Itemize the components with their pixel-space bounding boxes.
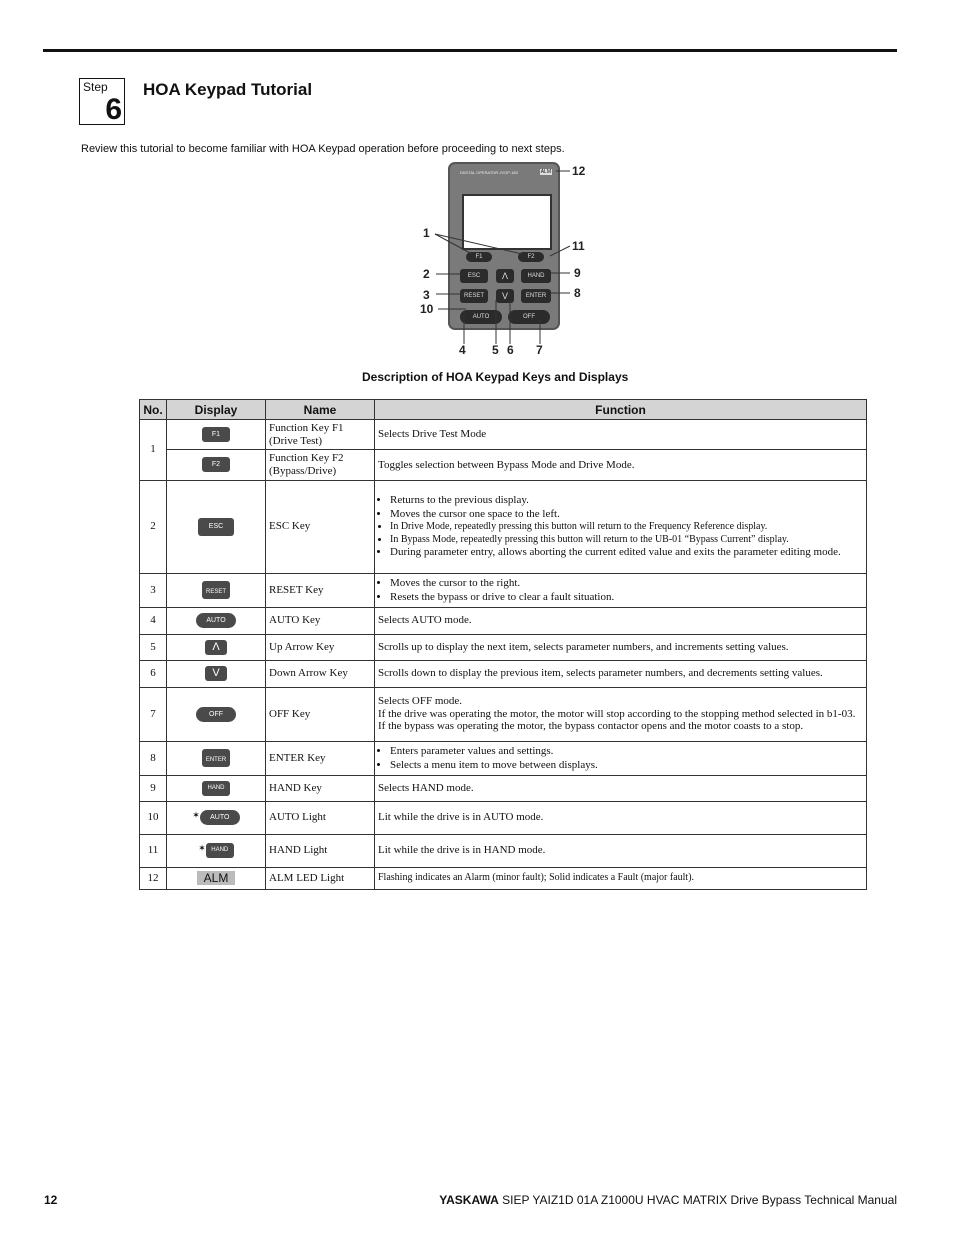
table-row — [140, 573, 867, 607]
table-row — [140, 801, 867, 834]
callout-1: 1 — [423, 226, 430, 240]
row-function: Scrolls down to display the previous item, selects parameter numbers, and decrements setting values. — [375, 660, 867, 687]
row-name: Down Arrow Key — [266, 660, 375, 687]
name-line: (Bypass/Drive) — [269, 464, 337, 477]
callout-2: 2 — [423, 267, 430, 281]
table-row — [140, 607, 867, 634]
page-title: HOA Keypad Tutorial — [143, 80, 313, 99]
row-name: Up Arrow Key — [266, 634, 375, 660]
row-function — [375, 687, 867, 741]
row-no: 7 — [140, 687, 167, 741]
row-name: AUTO Light — [266, 801, 375, 834]
row-display — [167, 834, 266, 867]
keys-table — [139, 399, 867, 890]
callout-12: 12 — [572, 164, 586, 178]
off-key-icon: OFF — [196, 707, 236, 722]
footer-manual: SIEP YAIZ1D 01A Z1000U HVAC MATRIX Drive Bypass Technical Manual — [502, 1193, 897, 1207]
row-display — [167, 573, 266, 607]
step-number: 6 — [105, 93, 122, 126]
function-bullet: • Returns to the previous display. — [390, 494, 863, 507]
f2-key-icon: F2 — [202, 457, 230, 472]
row-display — [167, 801, 266, 834]
row-no: 9 — [140, 775, 167, 801]
down-arrow-icon: V — [205, 666, 227, 681]
callout-4: 4 — [459, 343, 466, 357]
function-line: Selects OFF mode. — [378, 695, 463, 708]
function-bullet: • In Drive Mode, repeatedly pressing this button will return to the Frequency Reference display. — [390, 521, 863, 533]
row-name: ENTER Key — [266, 741, 375, 775]
callout-10: 10 — [420, 302, 434, 316]
row-no: 5 — [140, 634, 167, 660]
function-line: If the bypass was operating the motor, the bypass contactor opens and the motor coasts to a stop. — [378, 720, 804, 733]
row-display — [167, 660, 266, 687]
row-function: Toggles selection between Bypass Mode and Drive Mode. — [375, 450, 867, 480]
row-no: 3 — [140, 573, 167, 607]
row-display — [167, 867, 266, 889]
hand-light-icon: HAND — [206, 843, 234, 858]
header-no: No. — [140, 400, 167, 420]
hand-key-icon: HAND — [202, 781, 230, 796]
row-function — [375, 741, 867, 775]
row-no: 4 — [140, 607, 167, 634]
row-display — [167, 420, 266, 450]
keypad-hand-key: HAND — [521, 269, 551, 283]
callout-lines — [410, 160, 600, 360]
row-name: HAND Light — [266, 834, 375, 867]
step-box — [79, 78, 125, 125]
row-function — [375, 573, 867, 607]
table-row — [140, 687, 867, 741]
flash-icon: ✶ — [192, 810, 200, 821]
keypad-alm-tag: ALM — [540, 169, 551, 175]
row-name — [266, 450, 375, 480]
row-no: 2 — [140, 480, 167, 573]
keypad-esc-key: ESC — [460, 269, 488, 283]
function-bullet: • In Bypass Mode, repeatedly pressing this button will return to the UB-01 “Bypass Current” display. — [390, 534, 863, 546]
row-function: Lit while the drive is in HAND mode. — [375, 834, 867, 867]
row-function: Scrolls up to display the next item, selects parameter numbers, and increments setting values. — [375, 634, 867, 660]
row-display — [167, 607, 266, 634]
keypad-off-key: OFF — [508, 310, 550, 324]
flash-icon: ✶ — [198, 843, 206, 854]
row-function: Flashing indicates an Alarm (minor fault); Solid indicates a Fault (major fault). — [375, 867, 867, 889]
row-name — [266, 420, 375, 450]
table-caption: Description of HOA Keypad Keys and Displays — [362, 370, 629, 384]
intro-text: Review this tutorial to become familiar with HOA Keypad operation before proceeding to next steps. — [81, 143, 565, 155]
header-display: Display — [167, 400, 266, 420]
row-no: 11 — [140, 834, 167, 867]
callout-3: 3 — [423, 288, 430, 302]
up-arrow-icon: Λ — [205, 640, 227, 655]
row-name: HAND Key — [266, 775, 375, 801]
row-function: Lit while the drive is in AUTO mode. — [375, 801, 867, 834]
table-row — [140, 634, 867, 660]
function-bullet: • Enters parameter values and settings. — [390, 745, 863, 758]
callout-9: 9 — [574, 266, 581, 280]
keypad-figure — [410, 160, 600, 360]
name-line: Function Key F1 — [269, 422, 344, 434]
page-number: 12 — [44, 1193, 58, 1207]
row-no: 6 — [140, 660, 167, 687]
row-name: ESC Key — [266, 480, 375, 573]
callout-11: 11 — [572, 239, 585, 253]
function-line: If the drive was operating the motor, the motor will stop according to the stopping method selected in b1-03. — [378, 707, 856, 720]
f1-key-icon: F1 — [202, 427, 230, 442]
row-function — [375, 480, 867, 573]
esc-key-icon: ESC — [198, 518, 234, 536]
function-bullet: • Moves the cursor one space to the left. — [390, 508, 863, 521]
header-function: Function — [375, 400, 867, 420]
name-line: (Drive Test) — [269, 434, 323, 447]
row-display — [167, 775, 266, 801]
function-bullet: • During parameter entry, allows aborting the current edited value and exits the parameter editing mode. — [390, 546, 863, 559]
keypad-up-key: Λ — [496, 269, 514, 283]
table-row — [140, 480, 867, 573]
table-row — [140, 867, 867, 889]
function-bullet: • Moves the cursor to the right. — [390, 577, 863, 590]
keypad-down-key: V — [496, 289, 514, 303]
callout-7: 7 — [536, 343, 543, 357]
callout-6: 6 — [507, 343, 514, 357]
keypad-enter-key: ENTER — [521, 289, 551, 303]
step-label: Step — [83, 80, 108, 94]
enter-key-icon: ENTER — [202, 749, 230, 767]
callout-8: 8 — [574, 286, 581, 300]
row-name: OFF Key — [266, 687, 375, 741]
table-row — [140, 741, 867, 775]
row-no: 12 — [140, 867, 167, 889]
table-row — [140, 660, 867, 687]
keypad-f1-key: F1 — [466, 252, 492, 262]
reset-key-icon: RESET — [202, 581, 230, 599]
name-line: Function Key F2 — [269, 452, 344, 465]
header-name: Name — [266, 400, 375, 420]
auto-key-icon: AUTO — [196, 613, 236, 628]
row-display — [167, 687, 266, 741]
keypad-reset-key: RESET — [460, 289, 488, 303]
row-display — [167, 634, 266, 660]
row-no: 8 — [140, 741, 167, 775]
keypad-auto-key: AUTO — [460, 310, 502, 324]
alm-led-icon: ALM — [197, 871, 235, 885]
keypad-brand: DIGITAL OPERATOR JVOP-183 — [460, 170, 518, 175]
table-header — [140, 400, 867, 420]
keypad-f2-key: F2 — [518, 252, 544, 262]
row-function: Selects HAND mode. — [375, 775, 867, 801]
footer-title — [439, 1193, 897, 1207]
table-row — [140, 834, 867, 867]
row-no: 1 — [140, 420, 167, 481]
auto-light-icon: AUTO — [200, 810, 240, 825]
row-display — [167, 450, 266, 480]
callout-5: 5 — [492, 343, 499, 357]
row-function: Selects Drive Test Mode — [375, 420, 867, 450]
table-row — [140, 775, 867, 801]
table-row — [140, 450, 867, 480]
function-bullet: • Resets the bypass or drive to clear a fault situation. — [390, 591, 863, 604]
row-name: ALM LED Light — [266, 867, 375, 889]
row-name: AUTO Key — [266, 607, 375, 634]
row-display — [167, 480, 266, 573]
row-no: 10 — [140, 801, 167, 834]
row-name: RESET Key — [266, 573, 375, 607]
function-bullet: • Selects a menu item to move between displays. — [390, 759, 863, 772]
table-row — [140, 420, 867, 450]
top-rule — [43, 49, 897, 52]
footer-brand: YASKAWA — [439, 1193, 499, 1207]
row-function: Selects AUTO mode. — [375, 607, 867, 634]
row-display — [167, 741, 266, 775]
